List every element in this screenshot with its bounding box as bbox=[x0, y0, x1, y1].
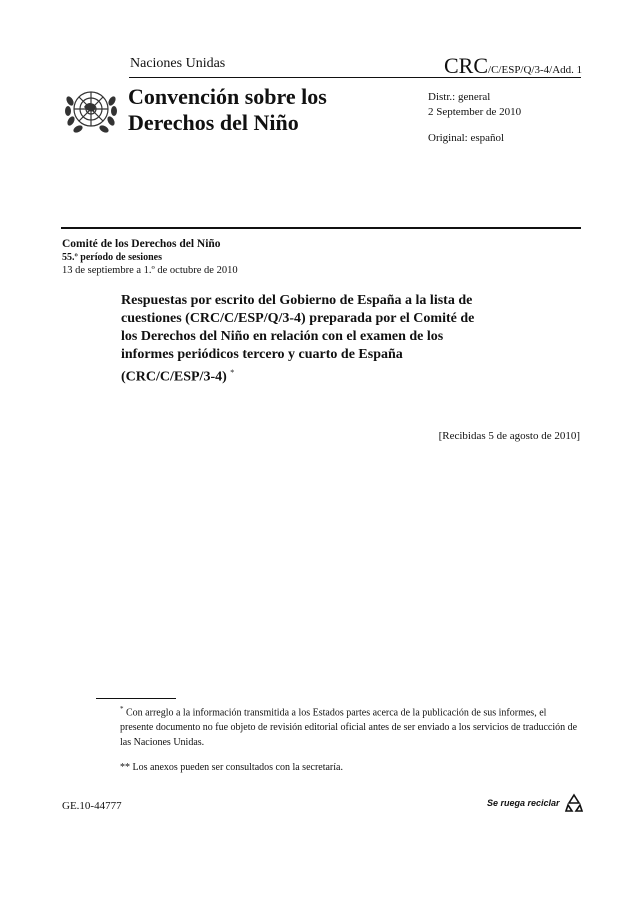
distr-label: Distr.: general bbox=[428, 91, 491, 103]
convention-title bbox=[128, 84, 327, 136]
symbol-suffix: /C/ESP/Q/3-4/Add. 1 bbox=[488, 64, 583, 76]
received-date: [Recibidas 5 de agosto de 2010] bbox=[438, 430, 580, 442]
footnote-1 bbox=[120, 702, 580, 750]
footnote-rule bbox=[96, 698, 176, 699]
recycle-icon bbox=[564, 793, 584, 813]
heading-line-4: informes periódicos tercero y cuarto de España bbox=[121, 347, 403, 362]
footnote-2: ** Los anexos pueden ser consultados con la secretaría. bbox=[120, 762, 343, 773]
committee-name: Comité de los Derechos del Niño bbox=[62, 238, 221, 250]
job-number: GE.10-44777 bbox=[62, 800, 122, 812]
original-language: Original: español bbox=[428, 132, 505, 144]
committee-block bbox=[62, 238, 238, 277]
title-line-2: Derechos del Niño bbox=[128, 110, 299, 135]
document-heading bbox=[121, 292, 511, 387]
document-date: 2 September de 2010 bbox=[428, 106, 522, 118]
committee-session: 55.º período de sesiones bbox=[62, 252, 162, 263]
org-name: Naciones Unidas bbox=[130, 56, 226, 71]
recycle-text: Se ruega reciclar bbox=[487, 798, 560, 808]
footnote-1-mark: * bbox=[120, 705, 124, 713]
committee-dates: 13 de septiembre a 1.º de octubre de 2010 bbox=[62, 265, 238, 276]
heading-footnote-mark: * bbox=[230, 368, 235, 377]
distribution-info bbox=[428, 90, 521, 146]
symbol-main: CRC bbox=[444, 53, 489, 78]
heading-line-1: Respuestas por escrito del Gobierno de España a la lista de bbox=[121, 293, 473, 308]
document-symbol bbox=[444, 53, 582, 79]
heading-line-2: cuestiones (CRC/C/ESP/Q/3-4) preparada por el Comité de bbox=[121, 311, 475, 326]
footnote-1-text: Con arreglo a la información transmitida a los Estados partes acerca de la publicación de sus informes, el presente documento no fue objeto de revisión editorial oficial antes de ser enviado a los servicios de traducción de las Naciones Unidas. bbox=[120, 707, 578, 749]
title-line-1: Convención sobre los bbox=[128, 84, 327, 109]
recycle-notice bbox=[487, 793, 584, 813]
heading-line-5: (CRC/C/ESP/3-4) bbox=[121, 369, 227, 385]
heading-line-3: los Derechos del Niño en relación con el examen de los bbox=[121, 329, 444, 344]
title-rule bbox=[61, 227, 581, 229]
un-emblem-icon bbox=[64, 83, 118, 137]
header-rule bbox=[129, 77, 581, 78]
